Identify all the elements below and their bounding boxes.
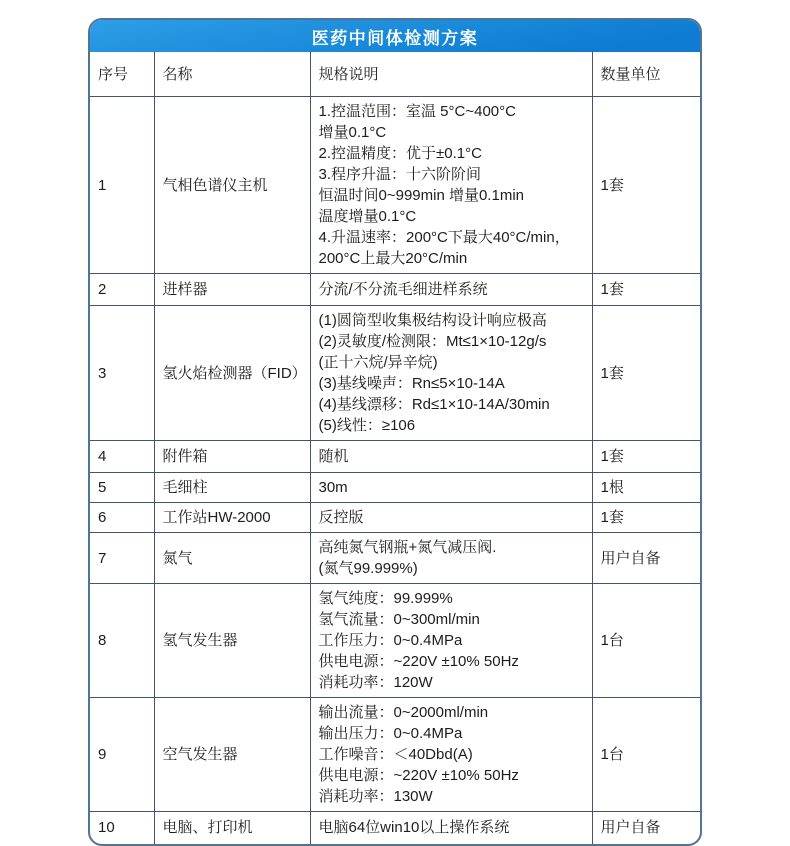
specification-cell	[310, 274, 592, 306]
serial-number-cell: 8	[90, 584, 154, 698]
spec-line: 工作噪音：＜40Dbd(A)	[318, 746, 473, 763]
quantity-cell: 1套	[592, 441, 702, 473]
spec-line: 200°C上最大20°C/min	[318, 250, 468, 267]
spec-line: 供电电源：~220V ±10% 50Hz	[318, 767, 519, 784]
spec-line: 工作压力：0~0.4MPa	[318, 632, 463, 649]
quantity-cell: 1台	[592, 698, 702, 812]
sheet-title: 医药中间体检测方案	[311, 28, 479, 48]
table-row	[90, 812, 702, 844]
table-row	[90, 306, 702, 441]
table-body	[90, 97, 702, 844]
spec-line: 恒温时间0~999min 增量0.1min	[318, 187, 524, 204]
sheet-title-bar	[90, 20, 700, 52]
quantity-cell: 1套	[592, 306, 702, 441]
specification-cell	[310, 533, 592, 584]
header-serial-number: 序号	[90, 52, 154, 97]
serial-number-cell: 3	[90, 306, 154, 441]
spec-table	[90, 52, 702, 844]
specification-cell	[310, 97, 592, 274]
spec-line: 消耗功率：130W	[318, 788, 433, 805]
table-row	[90, 441, 702, 473]
spec-line: (1)圆筒型收集极结构设计响应极高	[318, 312, 547, 329]
specification-cell	[310, 503, 592, 533]
header-row	[90, 52, 702, 97]
specification-cell	[310, 812, 592, 844]
item-name-cell: 进样器	[154, 274, 310, 306]
spec-line: 1.控温范围：室温 5°C~400°C	[318, 103, 516, 120]
specification-cell	[310, 698, 592, 812]
table-header	[90, 52, 702, 97]
spec-line: 4.升温速率：200°C下最大40°C/min，	[318, 229, 570, 246]
spec-line: 增量0.1°C	[318, 124, 387, 141]
spec-line: 30m	[318, 479, 348, 496]
spec-line: 反控版	[318, 509, 364, 526]
item-name-cell: 气相色谱仪主机	[154, 97, 310, 274]
table-row	[90, 473, 702, 503]
quantity-cell: 1套	[592, 503, 702, 533]
item-name-cell: 氢火焰检测器（FID）	[154, 306, 310, 441]
spec-line: (3)基线噪声：Rn≤5×10-14A	[318, 375, 505, 392]
spec-line: (4)基线漂移：Rd≤1×10-14A/30min	[318, 396, 550, 413]
specification-cell	[310, 441, 592, 473]
specification-cell	[310, 584, 592, 698]
spec-line: 供电电源：~220V ±10% 50Hz	[318, 653, 519, 670]
spec-line: 高纯氮气钢瓶+氮气减压阀.	[318, 539, 497, 556]
table-row	[90, 698, 702, 812]
header-quantity-unit: 数量单位	[592, 52, 702, 97]
spec-line: 分流/不分流毛细进样系统	[318, 281, 488, 298]
item-name-cell: 毛细柱	[154, 473, 310, 503]
serial-number-cell: 6	[90, 503, 154, 533]
quantity-cell: 用户自备	[592, 812, 702, 844]
table-row	[90, 97, 702, 274]
spec-line: 2.控温精度：优于±0.1°C	[318, 145, 482, 162]
spec-line: 输出压力：0~0.4MPa	[318, 725, 463, 742]
serial-number-cell: 9	[90, 698, 154, 812]
serial-number-cell: 5	[90, 473, 154, 503]
spec-line: (正十六烷/异辛烷)	[318, 354, 438, 371]
header-specification: 规格说明	[310, 52, 592, 97]
spec-line: 消耗功率：120W	[318, 674, 433, 691]
item-name-cell: 电脑、打印机	[154, 812, 310, 844]
spec-line: 3.程序升温：十六阶阶间	[318, 166, 482, 183]
table-row	[90, 584, 702, 698]
table-row	[90, 533, 702, 584]
spec-line: (2)灵敏度/检测限：Mt≤1×10-12g/s	[318, 333, 547, 350]
quantity-cell: 1套	[592, 97, 702, 274]
header-item-name: 名称	[154, 52, 310, 97]
spec-line: 输出流量：0~2000ml/min	[318, 704, 489, 721]
serial-number-cell: 2	[90, 274, 154, 306]
table-row	[90, 503, 702, 533]
specification-cell	[310, 306, 592, 441]
serial-number-cell: 10	[90, 812, 154, 844]
quantity-cell: 1套	[592, 274, 702, 306]
serial-number-cell: 7	[90, 533, 154, 584]
spec-sheet-card	[88, 18, 702, 846]
quantity-cell: 用户自备	[592, 533, 702, 584]
item-name-cell: 氮气	[154, 533, 310, 584]
item-name-cell: 空气发生器	[154, 698, 310, 812]
table-row	[90, 274, 702, 306]
spec-line: 氢气流量：0~300ml/min	[318, 611, 480, 628]
item-name-cell: 工作站HW-2000	[154, 503, 310, 533]
quantity-cell: 1根	[592, 473, 702, 503]
spec-line: (5)线性：≥106	[318, 417, 416, 434]
spec-line: 随机	[318, 448, 349, 465]
quantity-cell: 1台	[592, 584, 702, 698]
spec-line: 氢气纯度：99.999%	[318, 590, 453, 607]
item-name-cell: 氢气发生器	[154, 584, 310, 698]
serial-number-cell: 4	[90, 441, 154, 473]
specification-cell	[310, 473, 592, 503]
spec-line: 电脑64位win10以上操作系统	[318, 819, 510, 837]
item-name-cell: 附件箱	[154, 441, 310, 473]
serial-number-cell: 1	[90, 97, 154, 274]
spec-line: (氮气99.999%)	[318, 560, 418, 577]
spec-line: 温度增量0.1°C	[318, 208, 417, 225]
